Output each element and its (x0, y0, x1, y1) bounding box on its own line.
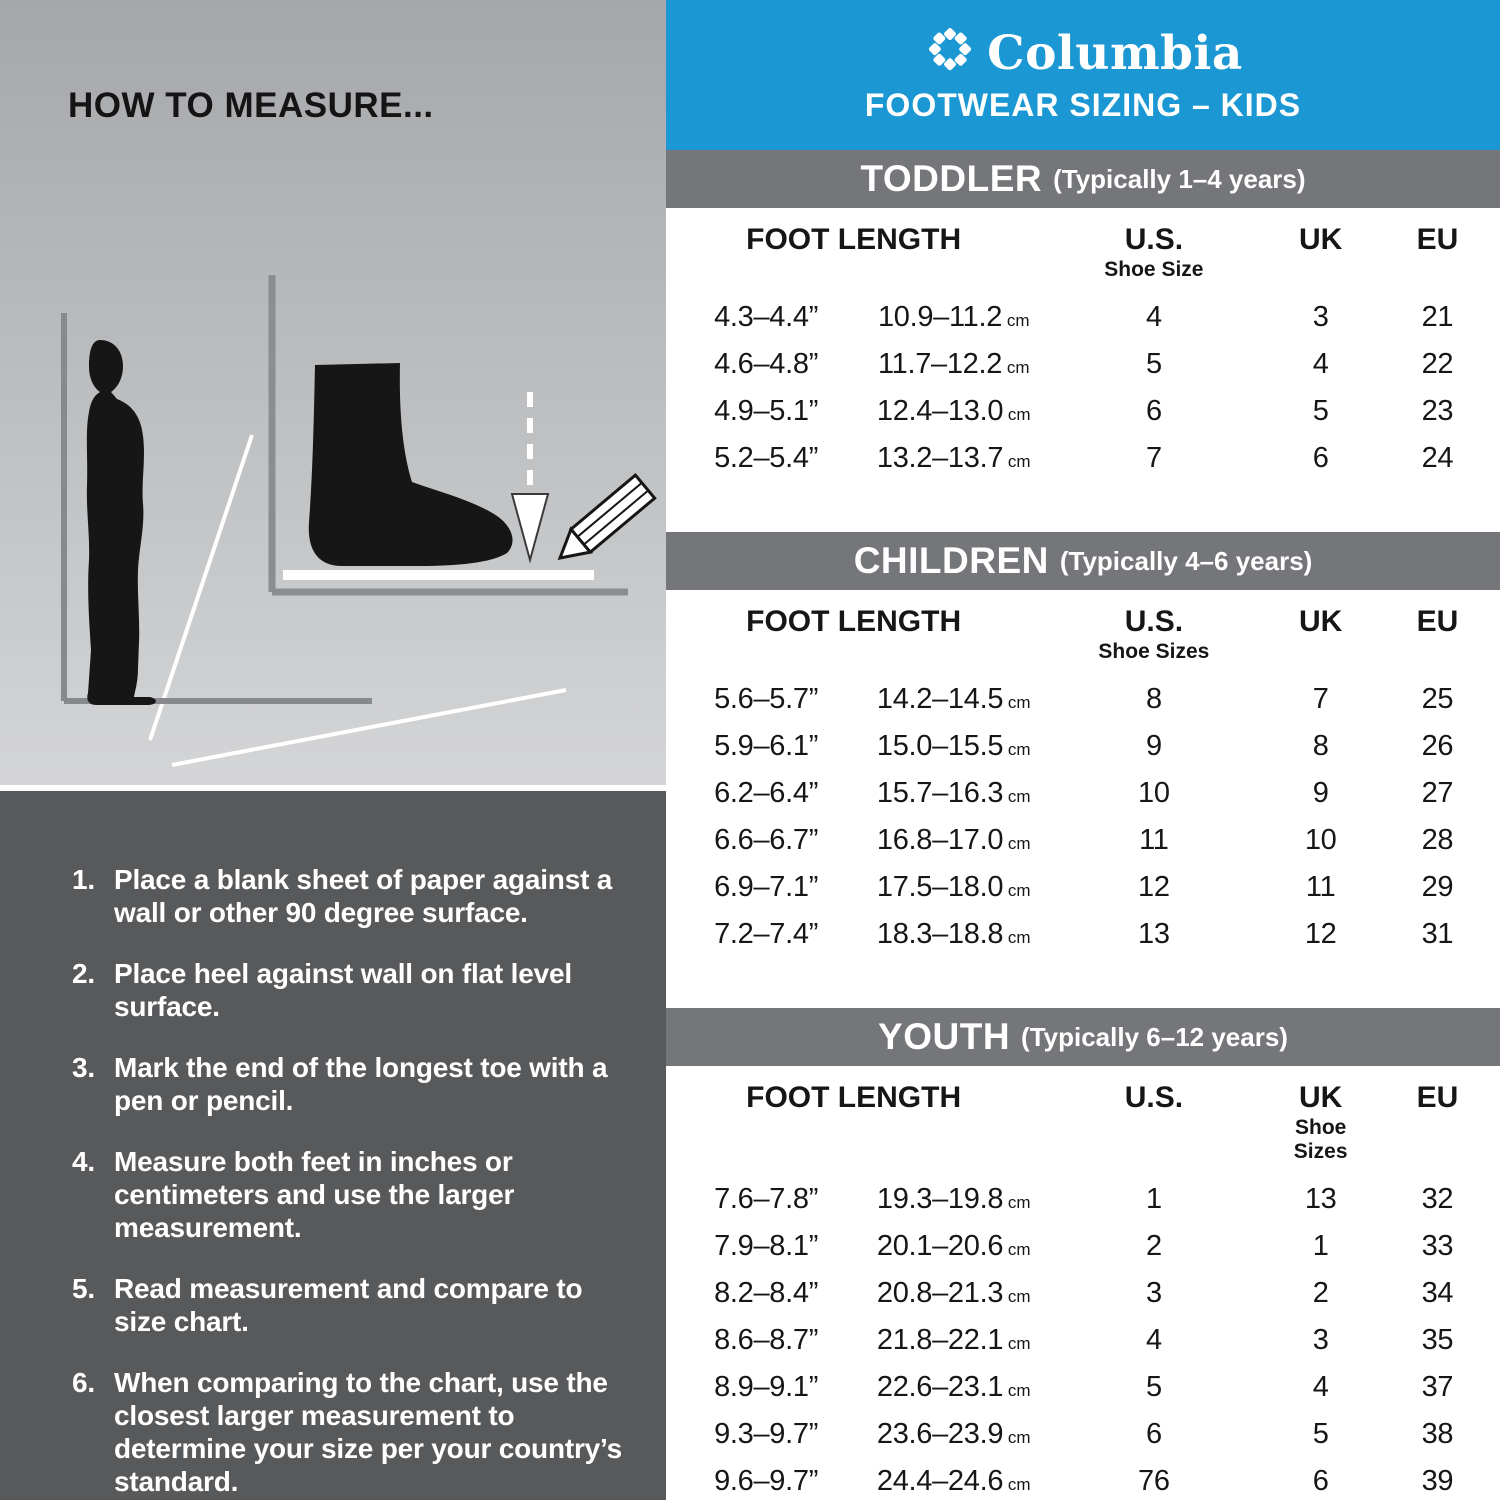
step-number: 6. (72, 1367, 95, 1399)
col-foot-length: FOOT LENGTH (746, 1081, 962, 1114)
brand-header (666, 0, 1500, 150)
section-band (666, 532, 1500, 590)
measuring-illustration (0, 150, 666, 785)
measure-steps (72, 863, 626, 1498)
cell-cm: 12.4–13.0 cm (876, 395, 1031, 427)
cell-eu: 26 (1421, 730, 1454, 762)
cm-unit-label: cm (1003, 1240, 1031, 1259)
measure-step (72, 1051, 626, 1117)
cell-in: 8.2–8.4” (714, 1277, 819, 1309)
cell-us: 4 (1145, 301, 1162, 333)
cell-us: 5 (1145, 348, 1162, 380)
cell-in: 4.6–4.8” (714, 348, 819, 380)
cell-cm: 11.7–12.2 cm (877, 348, 1030, 380)
cell-in: 7.6–7.8” (714, 1183, 819, 1215)
cell-eu: 38 (1421, 1418, 1454, 1450)
columbia-diamond-logo-icon (923, 27, 977, 81)
cell-uk: 6 (1312, 1465, 1329, 1497)
col-us: U.S. Shoe Size (1104, 223, 1204, 281)
cell-uk: 6 (1312, 442, 1329, 474)
cell-in: 6.6–6.7” (714, 824, 819, 856)
step-number: 5. (72, 1273, 95, 1305)
cell-cm: 19.3–19.8 cm (876, 1183, 1031, 1215)
step-text: Mark the end of the longest toe with a pen or pencil. (114, 1052, 608, 1117)
cm-unit-label: cm (1002, 311, 1030, 330)
cell-uk: 3 (1312, 1324, 1329, 1356)
cell-eu: 22 (1421, 348, 1454, 380)
measure-step (72, 1145, 626, 1244)
cm-unit-label: cm (1002, 358, 1030, 377)
col-us: U.S. (1124, 1081, 1184, 1114)
cell-in: 9.3–9.7” (714, 1418, 819, 1450)
table-row (666, 1176, 1500, 1223)
section-rows (666, 1176, 1500, 1500)
cell-cm: 24.4–24.6 cm (876, 1465, 1031, 1497)
callout-line-upper (150, 435, 252, 740)
cell-eu: 21 (1421, 301, 1454, 333)
cell-us: 6 (1145, 395, 1162, 427)
table-row (666, 770, 1500, 817)
cm-unit-label: cm (1003, 1475, 1031, 1494)
cm-unit-label: cm (1003, 693, 1031, 712)
cm-unit-label: cm (1003, 1334, 1031, 1353)
cell-cm: 18.3–18.8 cm (876, 918, 1031, 950)
cell-uk: 5 (1312, 1418, 1329, 1450)
section-subtitle: (Typically 1–4 years) (1053, 163, 1306, 194)
cell-cm: 10.9–11.2 cm (877, 301, 1030, 333)
cell-in: 7.2–7.4” (714, 918, 819, 950)
cell-in: 5.6–5.7” (714, 683, 819, 715)
sizing-chart-panel (666, 0, 1500, 1500)
step-text: Measure both feet in inches or centimeters and use the larger measurement. (114, 1146, 515, 1244)
table-row (666, 723, 1500, 770)
cell-eu: 35 (1421, 1324, 1454, 1356)
cell-uk: 8 (1312, 730, 1329, 762)
measure-step (72, 1272, 626, 1338)
cell-eu: 34 (1421, 1277, 1454, 1309)
section-band (666, 1008, 1500, 1066)
brand-row (923, 27, 1243, 81)
section-rows (666, 294, 1500, 482)
cell-in: 8.6–8.7” (714, 1324, 819, 1356)
cell-in: 5.2–5.4” (714, 442, 819, 474)
table-row (666, 435, 1500, 482)
cell-uk: 13 (1304, 1183, 1337, 1215)
col-us: U.S. Shoe Sizes (1098, 605, 1210, 663)
cell-cm: 20.1–20.6 cm (876, 1230, 1031, 1262)
cell-us: 4 (1145, 1324, 1162, 1356)
foot-sock-silhouette-icon (309, 363, 513, 566)
cell-in: 5.9–6.1” (714, 730, 819, 762)
size-section (666, 1008, 1500, 1500)
cell-cm: 16.8–17.0 cm (876, 824, 1031, 856)
cm-unit-label: cm (1003, 928, 1031, 947)
cell-eu: 25 (1421, 683, 1454, 715)
cell-eu: 28 (1421, 824, 1454, 856)
cell-uk: 3 (1312, 301, 1329, 333)
cell-eu: 31 (1421, 918, 1454, 950)
table-row (666, 1364, 1500, 1411)
table-row (666, 388, 1500, 435)
step-number: 4. (72, 1146, 95, 1178)
cell-us: 8 (1145, 683, 1162, 715)
col-foot-length: FOOT LENGTH (746, 605, 962, 638)
standing-person-silhouette-icon (87, 340, 156, 705)
cell-cm: 15.7–16.3 cm (876, 777, 1031, 809)
cell-us: 6 (1145, 1418, 1162, 1450)
how-to-measure-heading: HOW TO MEASURE... (68, 86, 434, 125)
cell-cm: 21.8–22.1 cm (876, 1324, 1031, 1356)
section-band (666, 150, 1500, 208)
cell-cm: 23.6–23.9 cm (876, 1418, 1031, 1450)
cell-uk: 7 (1312, 683, 1329, 715)
cell-us: 10 (1138, 777, 1170, 809)
table-row (666, 1411, 1500, 1458)
table-row (666, 1270, 1500, 1317)
pencil-icon (550, 475, 654, 569)
table-row (666, 1458, 1500, 1500)
measure-steps-panel (0, 785, 666, 1500)
cell-eu: 23 (1421, 395, 1454, 427)
cm-unit-label: cm (1003, 1428, 1031, 1447)
step-text: Place a blank sheet of paper against a wall or other 90 degree surface. (114, 864, 613, 929)
cm-unit-label: cm (1003, 1287, 1031, 1306)
table-row (666, 294, 1500, 341)
cell-cm: 20.8–21.3 cm (876, 1277, 1031, 1309)
table-header (666, 224, 1500, 282)
cell-cm: 13.2–13.7 cm (876, 442, 1031, 474)
cell-eu: 24 (1421, 442, 1454, 474)
cell-uk: 10 (1304, 824, 1337, 856)
measure-step (72, 863, 626, 929)
cell-in: 7.9–8.1” (714, 1230, 819, 1262)
cm-unit-label: cm (1003, 834, 1031, 853)
step-number: 3. (72, 1052, 95, 1084)
col-uk: UK Shoe Sizes (1293, 1081, 1348, 1163)
cell-uk: 5 (1312, 395, 1329, 427)
table-row (666, 817, 1500, 864)
col-uk: UK (1298, 605, 1343, 638)
cm-unit-label: cm (1003, 1381, 1031, 1400)
page-title: FOOTWEAR SIZING – KIDS (864, 86, 1302, 123)
measure-illustration-area (0, 0, 666, 785)
cell-eu: 39 (1421, 1465, 1454, 1497)
cell-cm: 15.0–15.5 cm (876, 730, 1031, 762)
table-row (666, 864, 1500, 911)
section-subtitle: (Typically 6–12 years) (1021, 1021, 1288, 1052)
section-subtitle: (Typically 4–6 years) (1059, 545, 1313, 576)
cell-us: 1 (1145, 1183, 1162, 1215)
cell-us: 12 (1138, 871, 1170, 903)
cell-uk: 1 (1312, 1230, 1329, 1262)
measure-arrow-icon (512, 392, 548, 560)
col-eu: EU (1416, 605, 1459, 638)
size-section (666, 150, 1500, 482)
cm-unit-label: cm (1003, 881, 1031, 900)
cell-in: 8.9–9.1” (714, 1371, 819, 1403)
cm-unit-label: cm (1003, 1193, 1031, 1212)
cell-eu: 37 (1421, 1371, 1454, 1403)
cell-in: 4.3–4.4” (714, 301, 819, 333)
col-eu: EU (1416, 1081, 1459, 1114)
step-number: 2. (72, 958, 95, 990)
how-to-measure-panel (0, 0, 666, 1500)
cell-uk: 4 (1312, 1371, 1329, 1403)
cell-in: 9.6–9.7” (714, 1465, 819, 1497)
size-section (666, 532, 1500, 958)
cell-us: 76 (1138, 1465, 1170, 1497)
cm-unit-label: cm (1003, 452, 1031, 471)
cell-eu: 29 (1421, 871, 1454, 903)
cell-cm: 22.6–23.1 cm (876, 1371, 1031, 1403)
cm-unit-label: cm (1003, 740, 1031, 759)
measure-step (72, 1366, 626, 1498)
table-row (666, 676, 1500, 723)
col-eu: EU (1416, 223, 1459, 256)
section-title: CHILDREN (853, 540, 1049, 581)
section-title: TODDLER (860, 158, 1043, 199)
cell-uk: 12 (1304, 918, 1337, 950)
cell-in: 4.9–5.1” (714, 395, 819, 427)
cell-eu: 27 (1421, 777, 1454, 809)
col-foot-length: FOOT LENGTH (746, 223, 962, 256)
cell-uk: 4 (1312, 348, 1329, 380)
cell-us: 2 (1145, 1230, 1162, 1262)
cell-us: 9 (1145, 730, 1162, 762)
col-uk: UK (1298, 223, 1343, 256)
table-row (666, 1223, 1500, 1270)
measure-step (72, 957, 626, 1023)
cell-uk: 11 (1305, 871, 1336, 903)
cm-unit-label: cm (1003, 405, 1031, 424)
step-text: Place heel against wall on flat level surface. (114, 958, 572, 1023)
table-row (666, 911, 1500, 958)
step-text: When comparing to the chart, use the closest larger measurement to determine your size per your country’s standard. (114, 1367, 622, 1498)
cell-cm: 14.2–14.5 cm (876, 683, 1031, 715)
section-title: YOUTH (878, 1016, 1011, 1057)
cell-in: 6.9–7.1” (714, 871, 819, 903)
section-rows (666, 676, 1500, 958)
brand-name: Columbia (987, 26, 1243, 81)
step-text: Read measurement and compare to size chart. (114, 1273, 583, 1338)
table-row (666, 1317, 1500, 1364)
cell-uk: 2 (1312, 1277, 1329, 1309)
cell-eu: 32 (1421, 1183, 1454, 1215)
step-number: 1. (72, 864, 95, 895)
table-row (666, 341, 1500, 388)
cell-us: 5 (1145, 1371, 1162, 1403)
cell-us: 11 (1139, 824, 1169, 856)
cell-eu: 33 (1421, 1230, 1454, 1262)
cm-unit-label: cm (1003, 787, 1031, 806)
cell-uk: 9 (1312, 777, 1329, 809)
sizing-sections (666, 150, 1500, 1500)
table-header (666, 606, 1500, 664)
cell-in: 6.2–6.4” (714, 777, 819, 809)
table-header (666, 1082, 1500, 1164)
cell-cm: 17.5–18.0 cm (876, 871, 1031, 903)
cell-us: 3 (1145, 1277, 1162, 1309)
cell-us: 7 (1145, 442, 1162, 474)
cell-us: 13 (1138, 918, 1170, 950)
